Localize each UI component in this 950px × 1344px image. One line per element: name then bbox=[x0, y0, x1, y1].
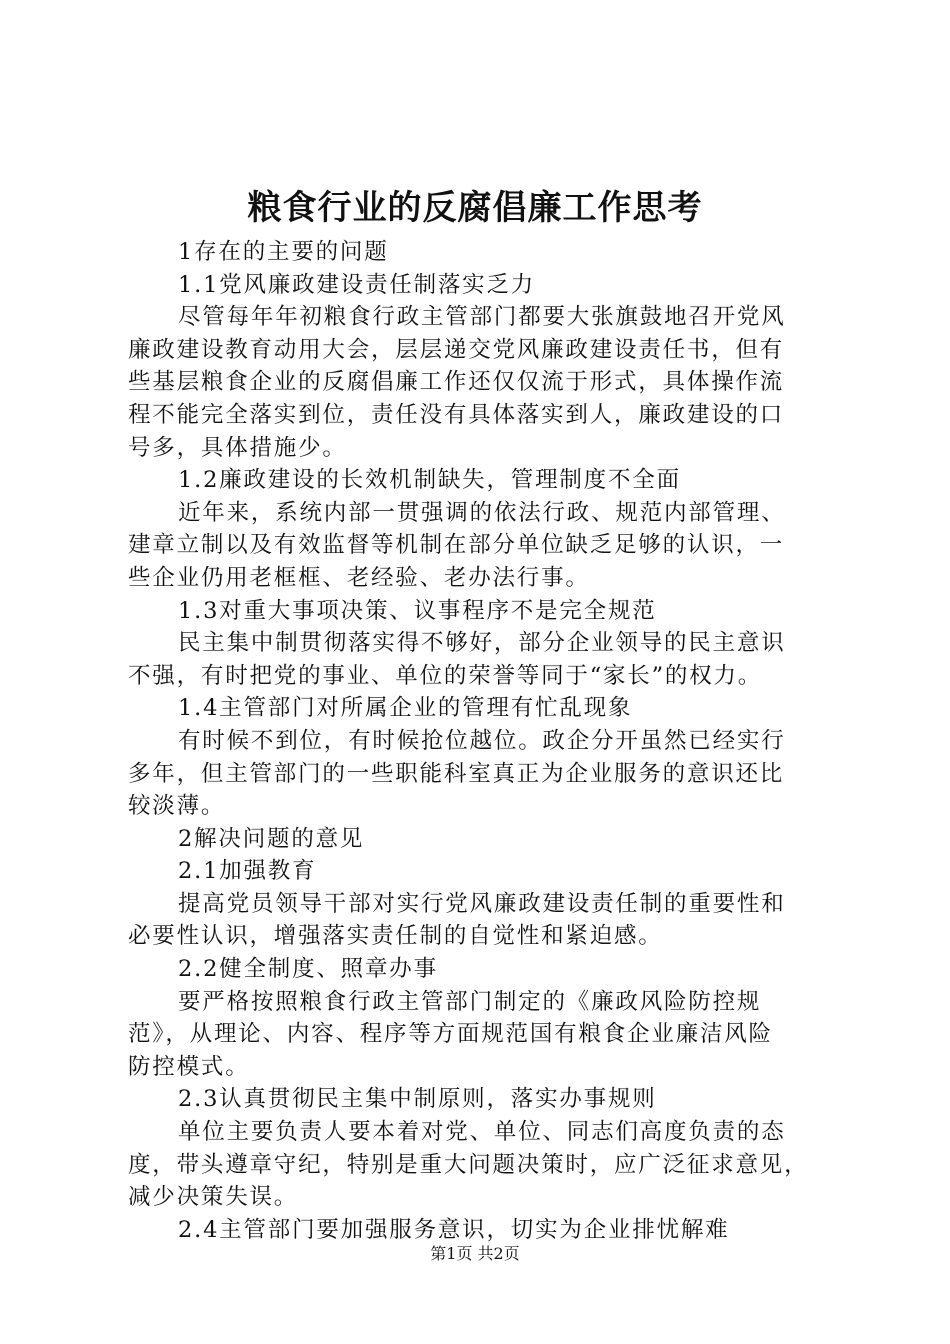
paragraph-line: 号多，具体措施少。 bbox=[128, 434, 347, 461]
paragraph-line: 不强，有时把党的事业、单位的荣誉等同于“家长”的权力。 bbox=[128, 662, 763, 689]
paragraph-line: 度，带头遵章守纪，特别是重大问题决策时，应广泛征求意见， bbox=[128, 1151, 809, 1178]
paragraph-line: 提高党员领导干部对实行党风廉政建设责任制的重要性和 bbox=[178, 890, 786, 917]
paragraph-line: 些企业仍用老框框、老经验、老办法行事。 bbox=[128, 564, 590, 591]
paragraph-line: 必要性认识，增强落实责任制的自觉性和紧迫感。 bbox=[128, 923, 663, 950]
document-body bbox=[128, 236, 828, 1246]
subheading-line: 2.2健全制度、照章办事 bbox=[178, 956, 438, 983]
page-footer: 第1页 共2页 bbox=[430, 1244, 520, 1263]
paragraph-line: 要严格按照粮食行政主管部门制定的《廉政风险防控规 bbox=[178, 988, 762, 1015]
paragraph-line: 些基层粮食企业的反腐倡廉工作还仅仅流于形式，具体操作流 bbox=[128, 369, 785, 396]
paragraph-line: 范》，从理论、内容、程序等方面规范国有粮食企业廉洁风险 bbox=[128, 1021, 773, 1048]
paragraph-line: 单位主要负责人要本着对党、单位、同志们高度负责的态 bbox=[178, 1119, 786, 1146]
paragraph-line: 民主集中制贯彻落实得不够好，部分企业领导的民主意识 bbox=[178, 630, 786, 657]
subheading-line: 1.2廉政建设的长效机制缺失，管理制度不全面 bbox=[178, 467, 681, 494]
subheading-line: 1.4主管部门对所属企业的管理有忙乱现象 bbox=[178, 695, 633, 722]
paragraph-line: 建章立制以及有效监督等机制在部分单位缺乏足够的认识，一 bbox=[128, 532, 785, 559]
subheading-line: 1.3对重大事项决策、议事程序不是完全规范 bbox=[178, 597, 657, 624]
subheading-line: 2.4主管部门要加强服务意识，切实为企业排忧解难 bbox=[178, 1216, 730, 1243]
subheading-line: 2.3认真贯彻民主集中制原则，落实办事规则 bbox=[178, 1086, 657, 1113]
subheading-line: 2.1加强教育 bbox=[178, 858, 317, 885]
paragraph-line: 防控模式。 bbox=[128, 1053, 250, 1080]
paragraph-line: 减少决策失误。 bbox=[128, 1184, 299, 1211]
paragraph-line: 近年来，系统内部一贯强调的依法行政、规范内部管理、 bbox=[178, 499, 786, 526]
document-title: 粮食行业的反腐倡廉工作思考 bbox=[247, 188, 703, 228]
heading-line: 2解决问题的意见 bbox=[178, 825, 365, 852]
subheading-line: 1.1党风廉政建设责任制落实乏力 bbox=[178, 271, 536, 298]
paragraph-line: 较淡薄。 bbox=[128, 793, 226, 820]
heading-line: 1存在的主要的问题 bbox=[178, 239, 389, 265]
paragraph-line: 廉政建设教育动用大会，层层递交党风廉政建设责任书，但有 bbox=[128, 336, 785, 363]
paragraph-line: 多年，但主管部门的一些职能科室真正为企业服务的意识还比 bbox=[128, 760, 785, 787]
paragraph-line: 尽管每年年初粮食行政主管部门都要大张旗鼓地召开党风 bbox=[178, 304, 786, 331]
paragraph-line: 有时候不到位，有时候抢位越位。政企分开虽然已经实行 bbox=[178, 727, 786, 754]
paragraph-line: 程不能完全落实到位，责任没有具体落实到人，廉政建设的口 bbox=[128, 401, 785, 428]
